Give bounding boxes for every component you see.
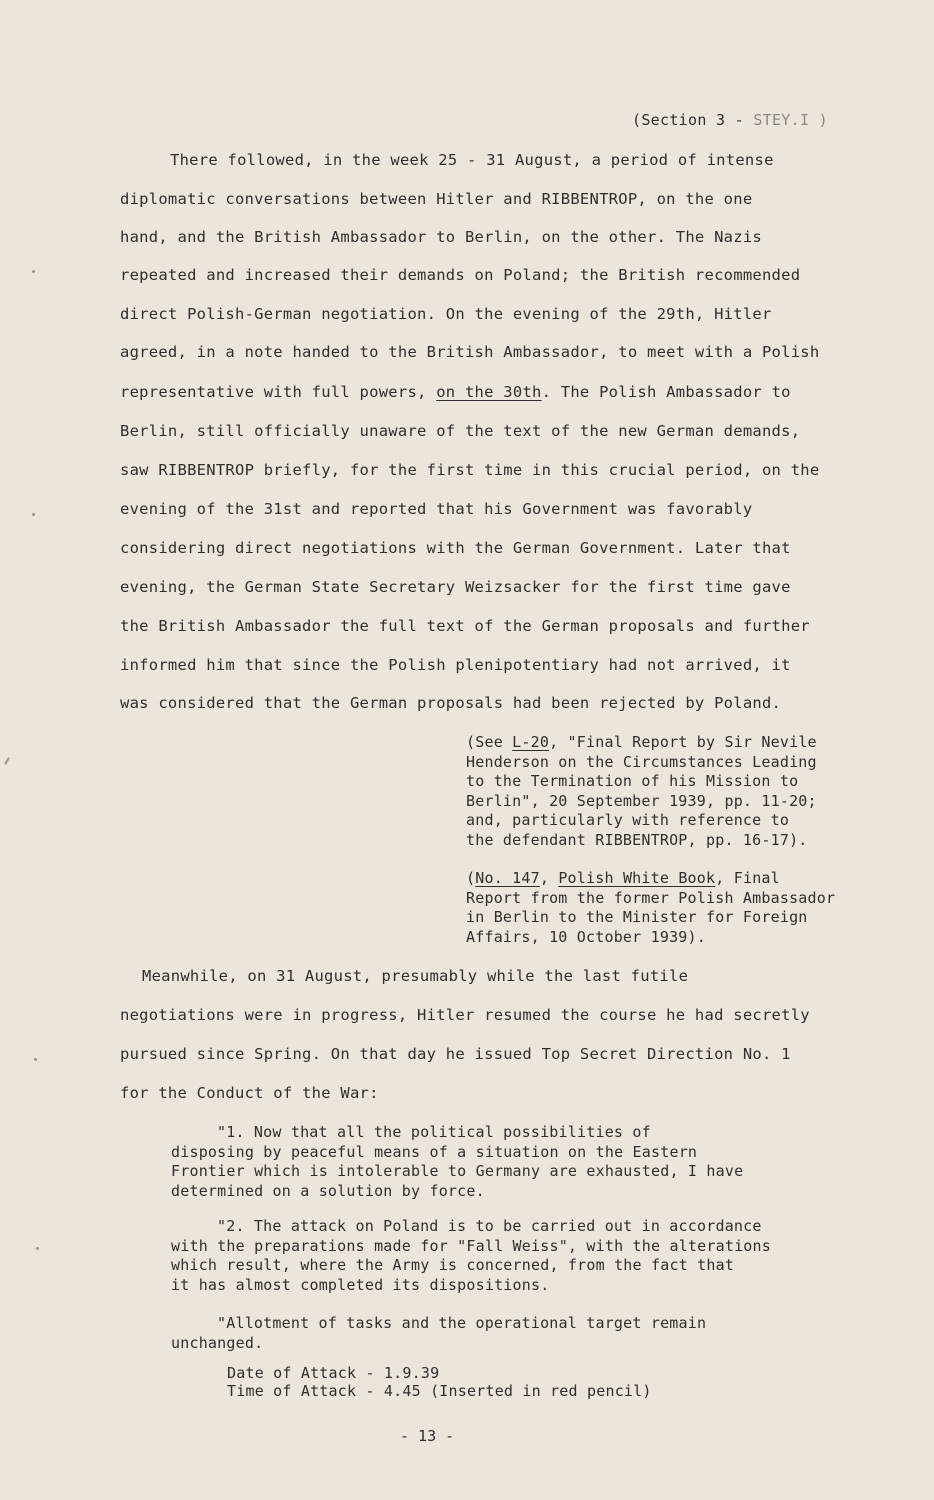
para1-line: evening, the German State Secretary Weizsacker for the first time gave	[120, 578, 791, 596]
para1-line-with-underline: representative with full powers, on the 30th. The Polish Ambassador to	[120, 383, 791, 401]
para1-line: Berlin, still officially unaware of the text of the new German demands,	[120, 422, 801, 440]
para1-line: diplomatic conversations between Hitler and RIBBENTROP, on the one	[120, 190, 753, 208]
section-label: (Section 3 -	[632, 111, 754, 129]
para1-line: saw RIBBENTROP briefly, for the first time in this crucial period, on the	[120, 461, 820, 479]
citation-polish-white-book: (No. 147, Polish White Book, Final Report from the former Polish Ambassador in Berlin to the Minister for Foreign Affairs, 10 October 1939).	[466, 869, 836, 946]
para1-line: There followed, in the week 25 - 31 August, a period of intense	[170, 151, 774, 169]
para1-line: the British Ambassador the full text of the German proposals and further	[120, 617, 810, 635]
citation-ref: No. 147	[475, 869, 540, 887]
scan-speck	[32, 513, 35, 516]
para2-line: negotiations were in progress, Hitler resumed the course he had secretly	[120, 1006, 810, 1024]
para1-line: agreed, in a note handed to the British Ambassador, to meet with a Polish	[120, 343, 820, 361]
scan-speck	[36, 1247, 39, 1250]
section-faint-mark: STEY.I )	[753, 111, 828, 129]
para2-line: Meanwhile, on 31 August, presumably while the last futile	[142, 967, 689, 985]
para2-line: pursued since Spring. On that day he issued Top Secret Direction No. 1	[120, 1045, 791, 1063]
citation-book-title: Polish White Book	[558, 869, 716, 887]
directive-point-1: "1. Now that all the political possibilities of disposing by peaceful means of a situation on the Eastern Frontier which is intolerable to Germany are exhausted, I have determined on a solution by force.	[171, 1123, 744, 1200]
page-number: - 13 -	[400, 1427, 455, 1445]
directive-point-2: "2. The attack on Poland is to be carried out in accordance with the preparations made for "Fall Weiss", with the alterations which result, where the Army is concerned, from the fact that it has almost completed its dispositions.	[171, 1217, 771, 1294]
attack-schedule: Date of Attack - 1.9.39 Time of Attack - 4.45 (Inserted in red pencil)	[227, 1364, 652, 1400]
scan-speck	[34, 1058, 37, 1061]
para2-line: for the Conduct of the War:	[120, 1084, 379, 1102]
scan-speck	[4, 757, 10, 765]
para1-line: was considered that the German proposals had been rejected by Poland.	[120, 694, 782, 712]
section-header	[632, 111, 828, 129]
para1-line: repeated and increased their demands on Poland; the British recommended	[120, 266, 801, 284]
para1-line: direct Polish-German negotiation. On the evening of the 29th, Hitler	[120, 305, 772, 323]
citation-ref: L-20	[512, 733, 550, 751]
para1-line: evening of the 31st and reported that his Government was favorably	[120, 500, 753, 518]
para1-line: considering direct negotiations with the German Government. Later that	[120, 539, 791, 557]
para1-line: hand, and the British Ambassador to Berlin, on the other. The Nazis	[120, 228, 762, 246]
citation-henderson-report: (See L-20, "Final Report by Sir Nevile Henderson on the Circumstances Leading to the Termination of his Mission to Berlin", 20 September 1939, pp. 11-20; and, particularly with reference to the defendant RIBBENTROP, pp. 16-17).	[466, 733, 817, 849]
directive-allotment: "Allotment of tasks and the operational target remain unchanged.	[171, 1314, 707, 1352]
underlined-date: on the 30th	[436, 383, 542, 401]
para1-line: informed him that since the Polish plenipotentiary had not arrived, it	[120, 656, 791, 674]
scan-speck	[32, 270, 35, 273]
